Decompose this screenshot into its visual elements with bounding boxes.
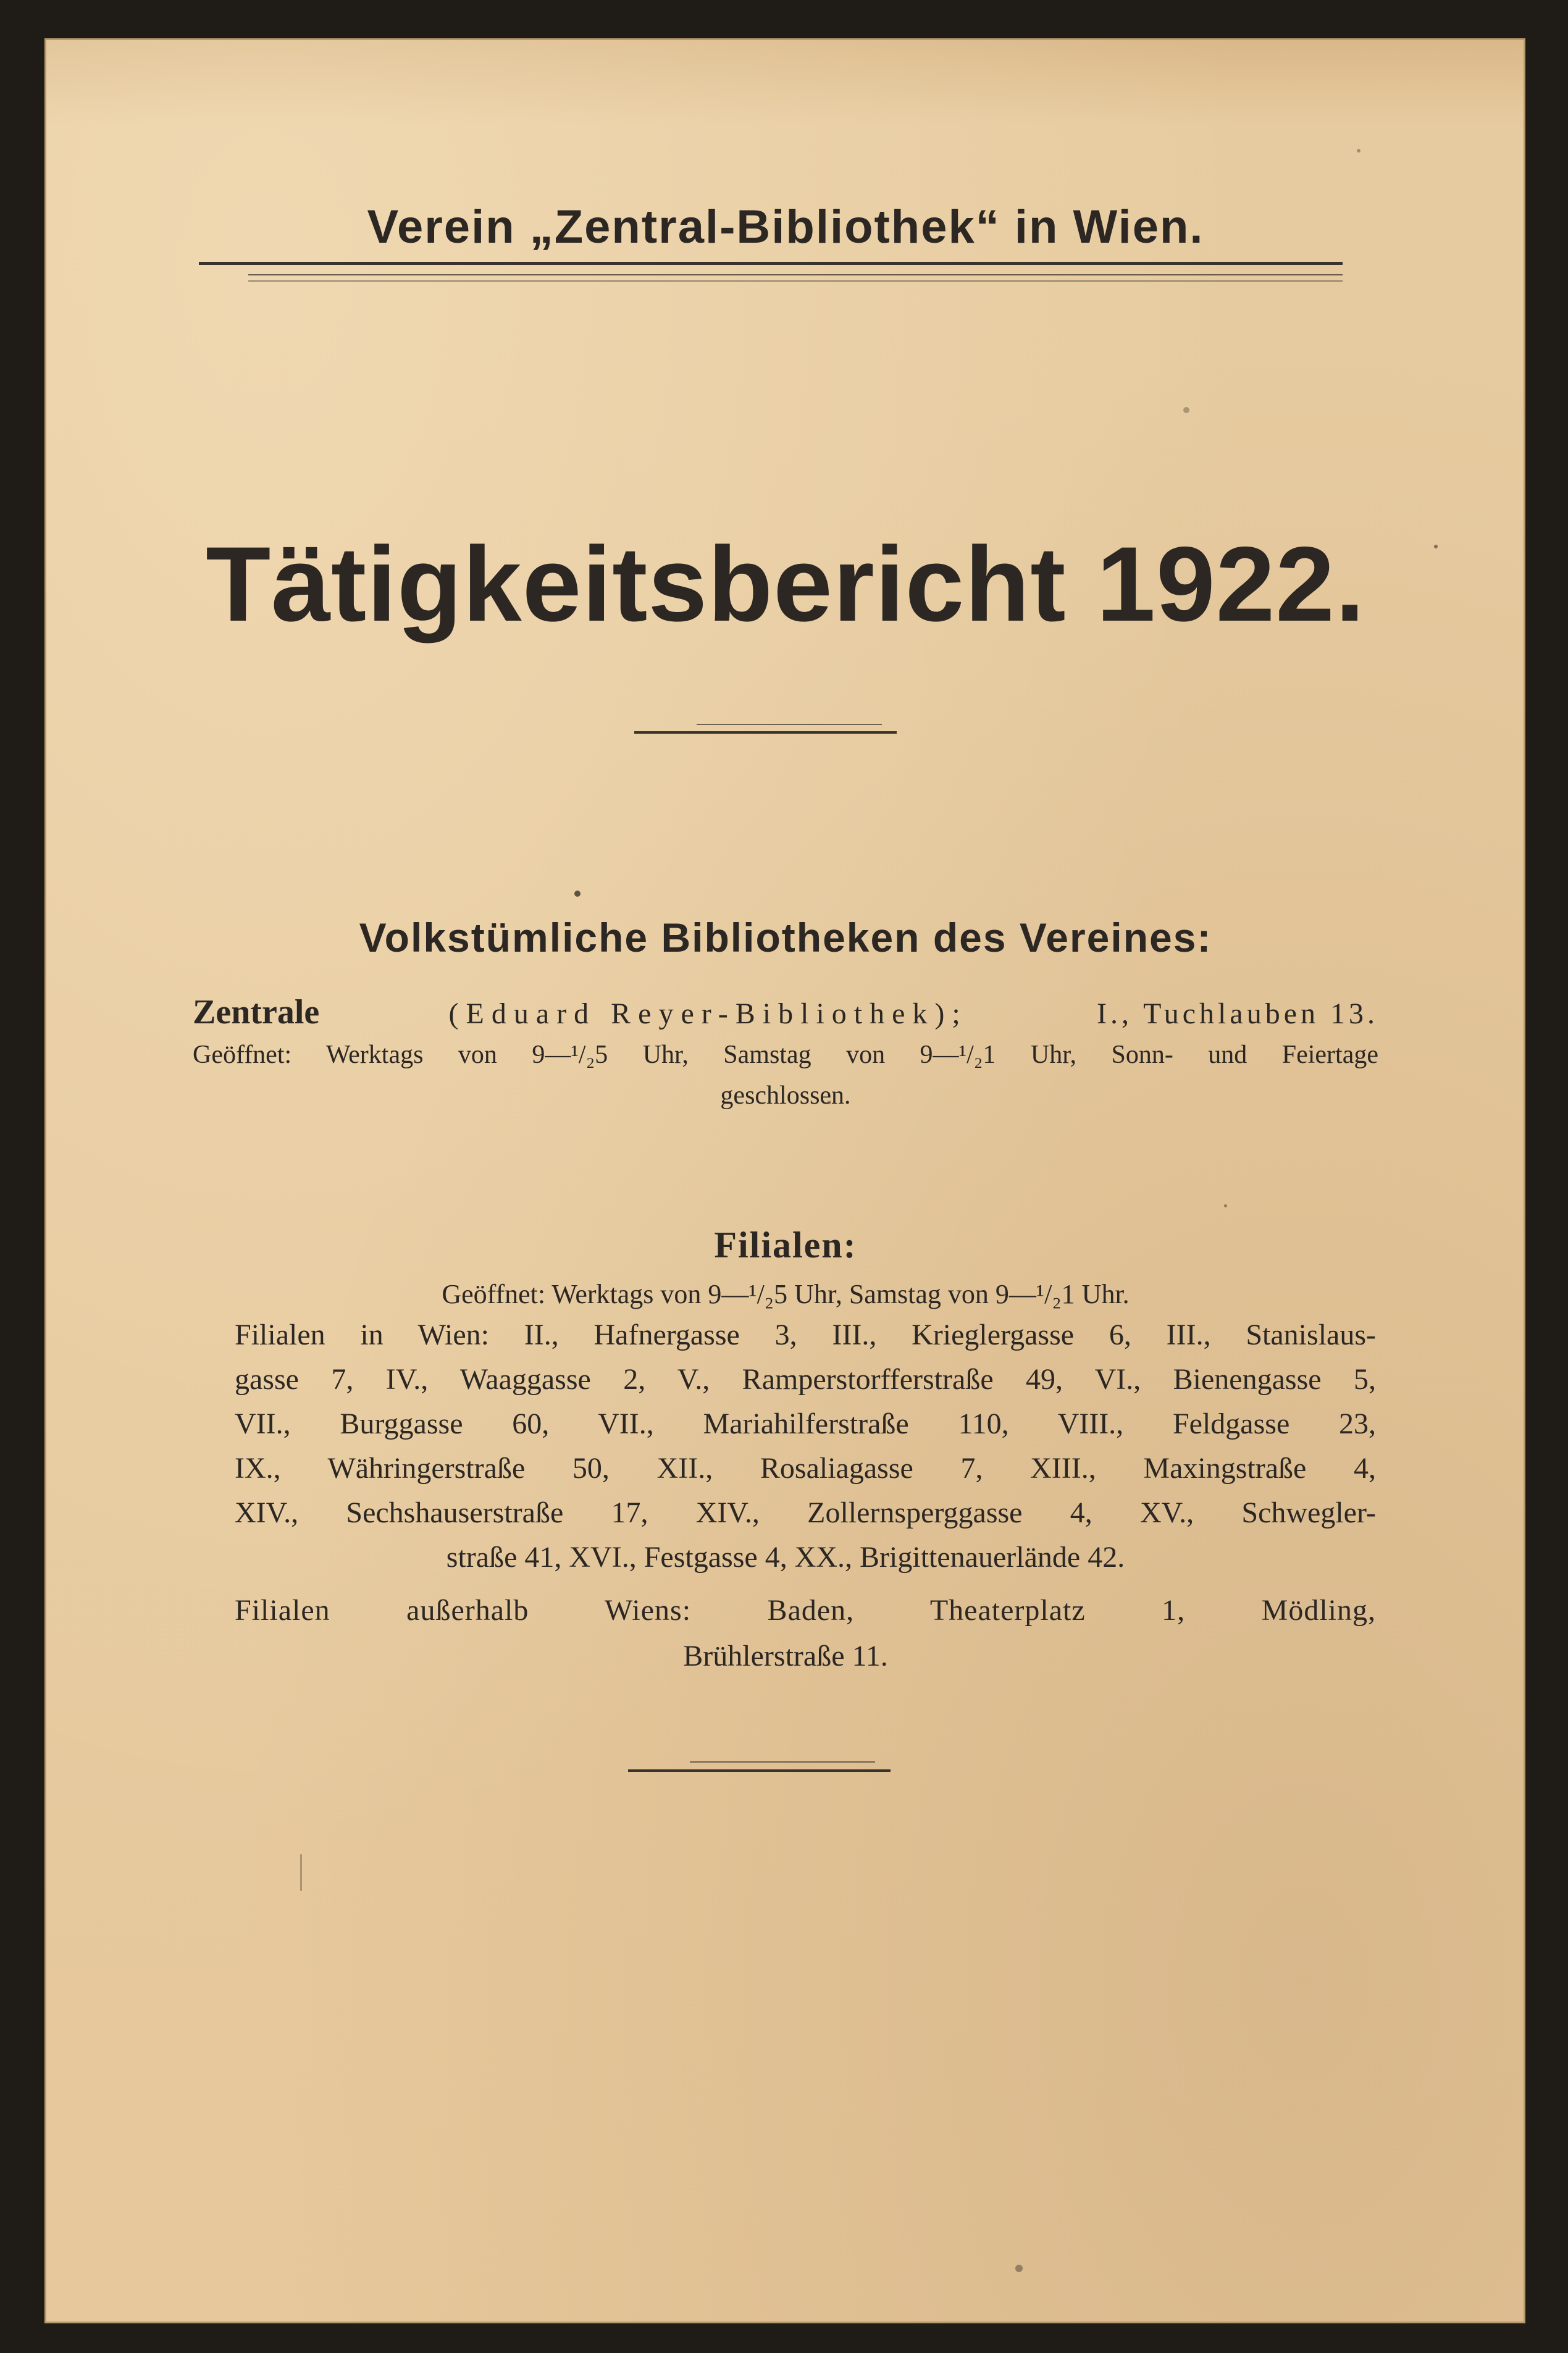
footer-ornament-rule-thick xyxy=(628,1769,891,1772)
filialen-wien-line: gasse 7, IV., Waaggasse 2, V., Ramperstorfferstraße 49, VI., Bienengasse 5, xyxy=(235,1363,1376,1396)
header-rule-thick xyxy=(199,262,1343,265)
paper-speck xyxy=(1183,407,1189,413)
zentrale-hours-closed: geschlossen. xyxy=(720,1081,851,1110)
paper-speck xyxy=(828,1101,831,1104)
filialen-wien-line: XIV., Sechshauserstraße 17, XIV., Zollernsperggasse 4, XV., Schwegler- xyxy=(235,1496,1376,1529)
paper-speck xyxy=(1015,2265,1023,2272)
filialen-wien-line: Filialen in Wien: II., Hafnergasse 3, III., Krieglergasse 6, III., Stanislaus- xyxy=(235,1319,1376,1351)
zentrale-hours: Geöffnet: Werktags von 9—¹/₂5 Uhr, Samstag von 9—¹/₂1 Uhr, Sonn- und Feiertage xyxy=(193,1041,1378,1069)
footer-ornament-rule-thin xyxy=(690,1761,875,1763)
filialen-ausserhalb-line: Filialen außerhalb Wiens: Baden, Theaterplatz 1, Mödling, xyxy=(235,1594,1376,1627)
ornament-rule-thick xyxy=(634,731,897,734)
filialen-ausserhalb-last-line: Brühlerstraße 11. xyxy=(683,1640,888,1672)
ornament-rule-thin xyxy=(697,724,882,725)
zentrale-line xyxy=(193,992,1378,1032)
zentrale-address: I., Tuchlauben 13. xyxy=(1097,997,1378,1030)
paper-speck xyxy=(1434,545,1438,548)
paper-speck xyxy=(574,891,581,897)
paper-speck xyxy=(1357,149,1360,153)
filialen-wien-line: IX., Währingerstraße 50, XII., Rosaliagasse 7, XIII., Maxingstraße 4, xyxy=(235,1452,1376,1485)
filialen-hours: Geöffnet: Werktags von 9—¹/₂5 Uhr, Samstag von 9—¹/₂1 Uhr. xyxy=(442,1279,1130,1309)
paper-speck xyxy=(1224,1204,1227,1207)
filialen-wien-line: VII., Burggasse 60, VII., Mariahilferstraße 110, VIII., Feldgasse 23, xyxy=(235,1407,1376,1440)
verein-header: Verein „Zentral-Bibliothek“ in Wien. xyxy=(367,201,1204,253)
header-rule-thin xyxy=(248,274,1343,275)
libraries-subheading: Volkstümliche Bibliotheken des Vereines: xyxy=(359,915,1212,960)
zentrale-label: Zentrale xyxy=(193,993,320,1031)
zentrale-library-name: (Eduard Reyer-Bibliothek); xyxy=(448,997,968,1030)
filialen-heading: Filialen: xyxy=(714,1225,857,1265)
document-page xyxy=(44,38,1525,2323)
filialen-wien-last-line: straße 41, XVI., Festgasse 4, XX., Brigittenauerlände 42. xyxy=(446,1541,1125,1574)
header-rule-hairline xyxy=(248,280,1343,282)
paper-speck xyxy=(300,1854,302,1891)
page-title: Tätigkeitsbericht 1922. xyxy=(206,525,1365,644)
